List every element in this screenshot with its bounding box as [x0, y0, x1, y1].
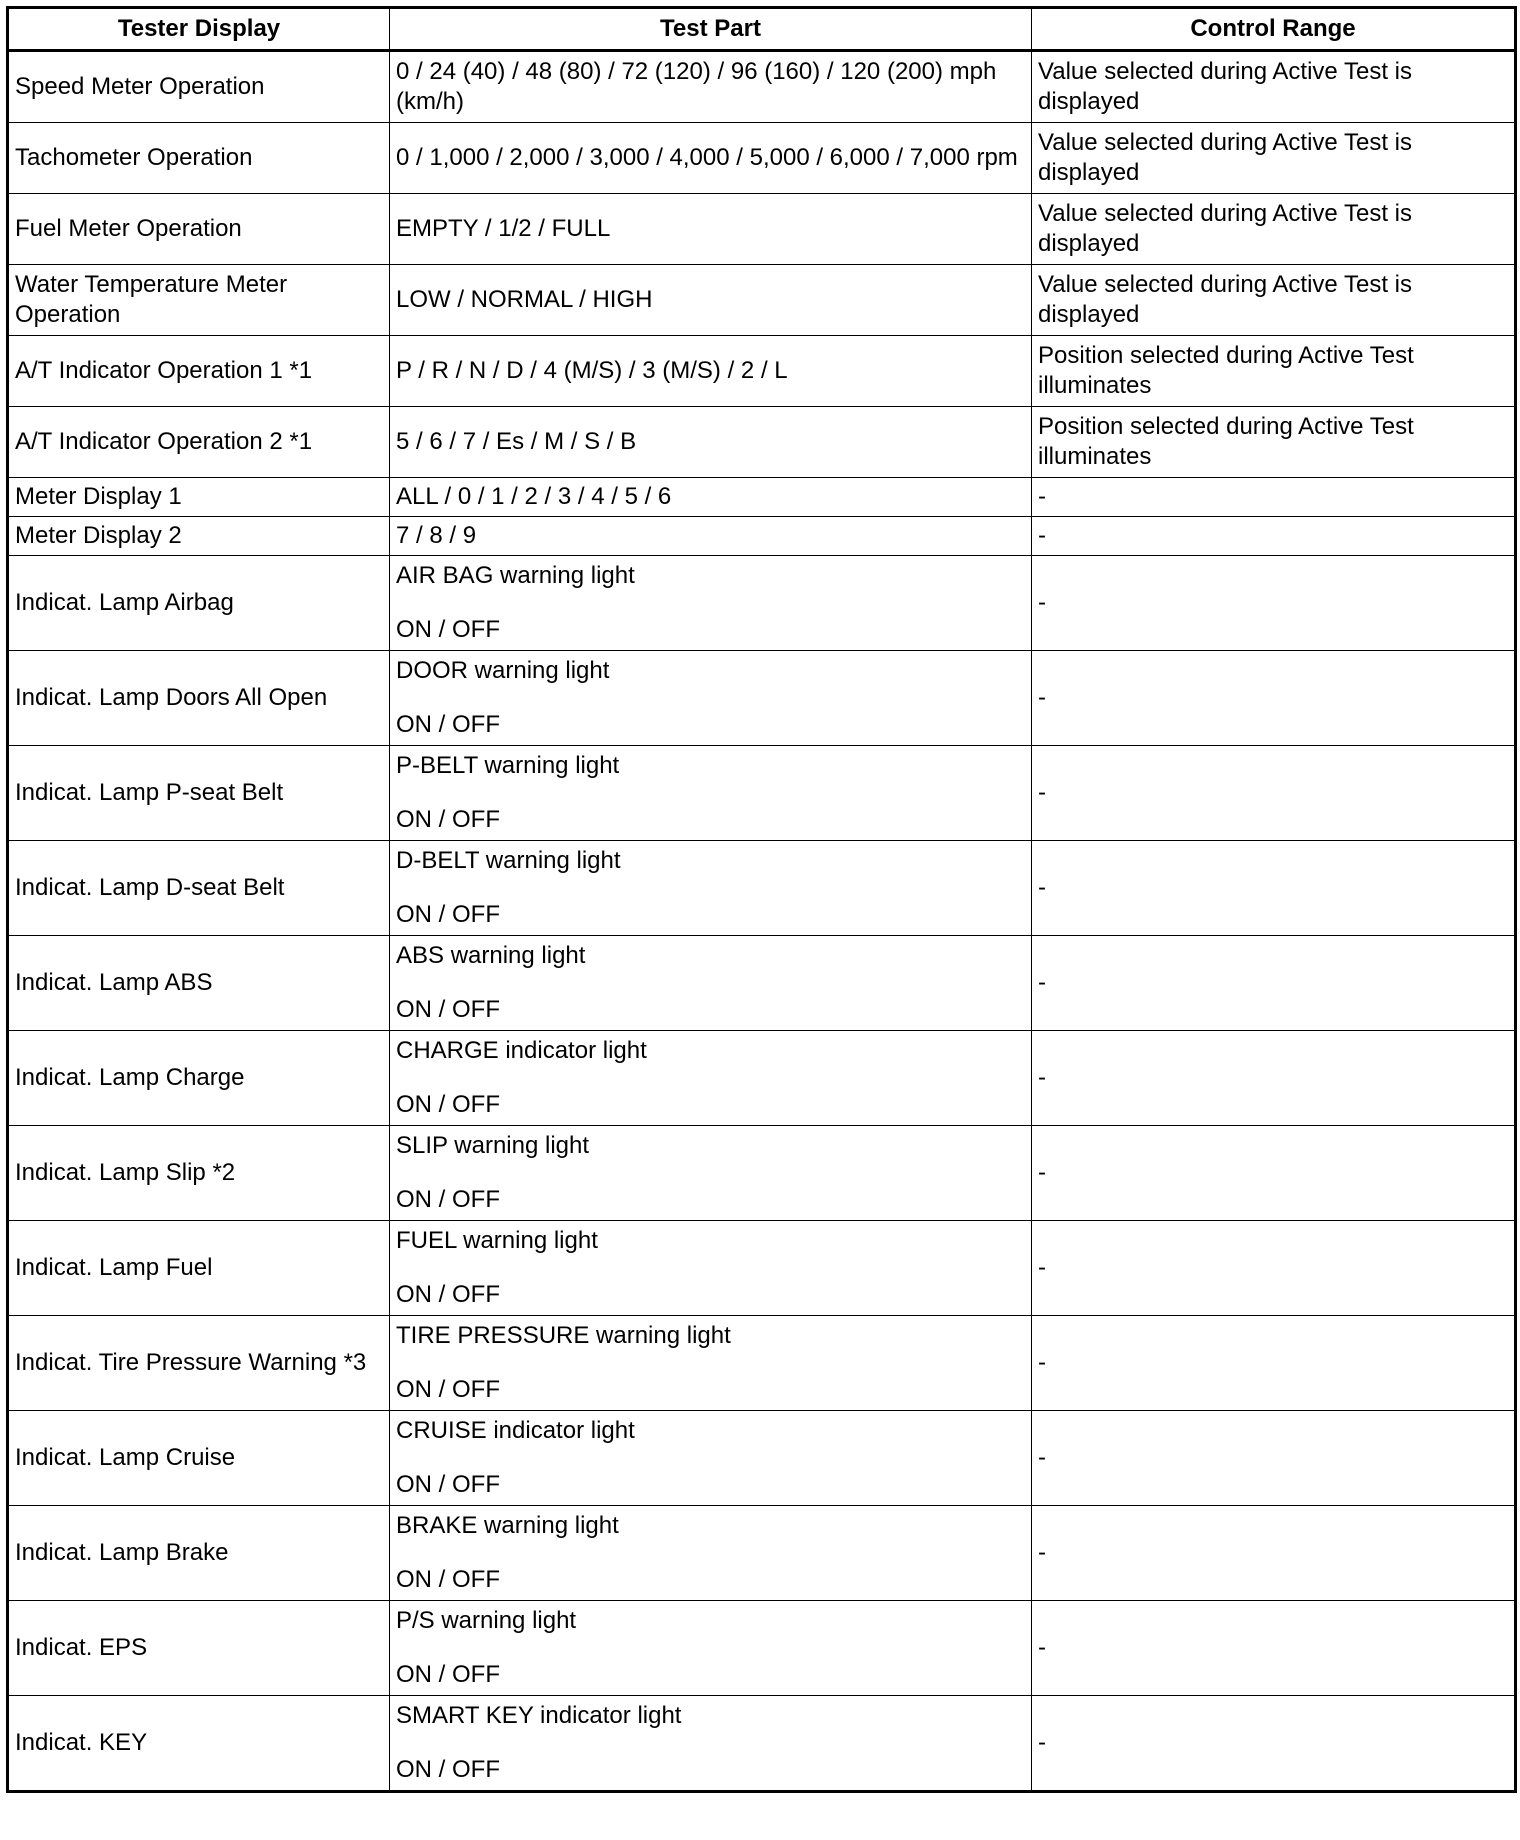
control-range-cell: -	[1032, 1506, 1516, 1601]
test-part-value: ON / OFF	[396, 1661, 500, 1688]
test-part-cell	[390, 746, 1032, 841]
tester-display-cell: Fuel Meter Operation	[8, 194, 390, 265]
table-row	[8, 1411, 1516, 1506]
table-header-row	[8, 8, 1516, 51]
tester-display-cell: Indicat. EPS	[8, 1601, 390, 1696]
table-row	[8, 1126, 1516, 1221]
tester-display-cell: Indicat. Lamp D-seat Belt	[8, 841, 390, 936]
test-part-title: P-BELT warning light	[396, 752, 620, 779]
test-part-title: DOOR warning light	[396, 657, 610, 684]
test-part-value: ON / OFF	[396, 1471, 500, 1498]
tester-display-cell: Speed Meter Operation	[8, 51, 390, 123]
test-part-title: FUEL warning light	[396, 1227, 598, 1254]
control-range-cell: Position selected during Active Test illuminates	[1032, 336, 1516, 407]
active-test-table-page	[6, 6, 1514, 1793]
test-part-title: ABS warning light	[396, 942, 586, 969]
tester-display-cell: Meter Display 2	[8, 517, 390, 556]
test-part-value: ON / OFF	[396, 806, 500, 833]
test-part-title: SMART KEY indicator light	[396, 1702, 682, 1729]
table-row	[8, 407, 1516, 478]
test-part-value: ON / OFF	[396, 1091, 500, 1118]
test-part-cell	[390, 1221, 1032, 1316]
tester-display-cell: Indicat. Lamp Doors All Open	[8, 651, 390, 746]
test-part-cell: 0 / 1,000 / 2,000 / 3,000 / 4,000 / 5,000 / 6,000 / 7,000 rpm	[390, 123, 1032, 194]
control-range-cell: -	[1032, 651, 1516, 746]
control-range-cell: -	[1032, 841, 1516, 936]
control-range-cell: -	[1032, 1031, 1516, 1126]
control-range-cell: -	[1032, 1316, 1516, 1411]
test-part-title: BRAKE warning light	[396, 1512, 619, 1539]
test-part-title: P/S warning light	[396, 1607, 577, 1634]
tester-display-cell: Indicat. Tire Pressure Warning *3	[8, 1316, 390, 1411]
test-part-value: ON / OFF	[396, 901, 500, 928]
tester-display-cell: Indicat. KEY	[8, 1696, 390, 1792]
test-part-title: AIR BAG warning light	[396, 562, 635, 589]
table-row	[8, 265, 1516, 336]
table-row	[8, 651, 1516, 746]
test-part-cell	[390, 1316, 1032, 1411]
table-row	[8, 517, 1516, 556]
tester-display-cell: Indicat. Lamp P-seat Belt	[8, 746, 390, 841]
table-row	[8, 336, 1516, 407]
table-row	[8, 123, 1516, 194]
test-part-cell: LOW / NORMAL / HIGH	[390, 265, 1032, 336]
test-part-value: ON / OFF	[396, 1566, 500, 1593]
table-row	[8, 936, 1516, 1031]
test-part-cell: EMPTY / 1/2 / FULL	[390, 194, 1032, 265]
test-part-value: ON / OFF	[396, 1281, 500, 1308]
table-row	[8, 841, 1516, 936]
test-part-title: SLIP warning light	[396, 1132, 590, 1159]
test-part-cell: 5 / 6 / 7 / Es / M / S / B	[390, 407, 1032, 478]
test-part-cell	[390, 1031, 1032, 1126]
tester-display-cell: Indicat. Lamp Fuel	[8, 1221, 390, 1316]
tester-display-cell: Indicat. Lamp ABS	[8, 936, 390, 1031]
test-part-cell	[390, 1506, 1032, 1601]
control-range-cell: -	[1032, 1411, 1516, 1506]
tester-display-cell: Indicat. Lamp Charge	[8, 1031, 390, 1126]
table-row	[8, 51, 1516, 123]
control-range-cell: Value selected during Active Test is displayed	[1032, 194, 1516, 265]
table-row	[8, 478, 1516, 517]
test-part-cell: 7 / 8 / 9	[390, 517, 1032, 556]
test-part-title: CHARGE indicator light	[396, 1037, 647, 1064]
table-row	[8, 1031, 1516, 1126]
tester-display-cell: Indicat. Lamp Slip *2	[8, 1126, 390, 1221]
test-part-cell	[390, 556, 1032, 651]
tester-display-cell: Indicat. Lamp Cruise	[8, 1411, 390, 1506]
table-row	[8, 1506, 1516, 1601]
test-part-title: CRUISE indicator light	[396, 1417, 635, 1444]
test-part-cell: ALL / 0 / 1 / 2 / 3 / 4 / 5 / 6	[390, 478, 1032, 517]
tester-display-cell: A/T Indicator Operation 2 *1	[8, 407, 390, 478]
test-part-value: ON / OFF	[396, 1376, 500, 1403]
control-range-cell: -	[1032, 556, 1516, 651]
test-part-cell	[390, 1696, 1032, 1792]
column-header-test-part: Test Part	[390, 8, 1032, 51]
tester-display-cell: Meter Display 1	[8, 478, 390, 517]
test-part-cell	[390, 841, 1032, 936]
table-row	[8, 1601, 1516, 1696]
control-range-cell: -	[1032, 746, 1516, 841]
table-row	[8, 556, 1516, 651]
test-part-title: TIRE PRESSURE warning light	[396, 1322, 731, 1349]
test-part-cell	[390, 1601, 1032, 1696]
control-range-cell: Value selected during Active Test is displayed	[1032, 123, 1516, 194]
table-row	[8, 1221, 1516, 1316]
control-range-cell: -	[1032, 478, 1516, 517]
table-row	[8, 746, 1516, 841]
tester-display-cell: Tachometer Operation	[8, 123, 390, 194]
control-range-cell: -	[1032, 936, 1516, 1031]
test-part-cell: 0 / 24 (40) / 48 (80) / 72 (120) / 96 (160) / 120 (200) mph (km/h)	[390, 51, 1032, 123]
control-range-cell: -	[1032, 1221, 1516, 1316]
tester-display-cell: Indicat. Lamp Airbag	[8, 556, 390, 651]
active-test-table	[6, 6, 1517, 1793]
control-range-cell: Position selected during Active Test illuminates	[1032, 407, 1516, 478]
control-range-cell: -	[1032, 517, 1516, 556]
column-header-tester-display: Tester Display	[8, 8, 390, 51]
tester-display-cell: Water Temperature Meter Operation	[8, 265, 390, 336]
tester-display-cell: A/T Indicator Operation 1 *1	[8, 336, 390, 407]
test-part-value: ON / OFF	[396, 616, 500, 643]
control-range-cell: -	[1032, 1601, 1516, 1696]
test-part-title: D-BELT warning light	[396, 847, 621, 874]
control-range-cell: Value selected during Active Test is displayed	[1032, 51, 1516, 123]
column-header-control-range: Control Range	[1032, 8, 1516, 51]
test-part-cell	[390, 936, 1032, 1031]
test-part-value: ON / OFF	[396, 1756, 500, 1783]
table-row	[8, 1316, 1516, 1411]
test-part-value: ON / OFF	[396, 711, 500, 738]
test-part-cell	[390, 1126, 1032, 1221]
control-range-cell: -	[1032, 1696, 1516, 1792]
control-range-cell: -	[1032, 1126, 1516, 1221]
table-row	[8, 1696, 1516, 1792]
test-part-cell: P / R / N / D / 4 (M/S) / 3 (M/S) / 2 / L	[390, 336, 1032, 407]
tester-display-cell: Indicat. Lamp Brake	[8, 1506, 390, 1601]
test-part-cell	[390, 1411, 1032, 1506]
test-part-value: ON / OFF	[396, 996, 500, 1023]
test-part-cell	[390, 651, 1032, 746]
control-range-cell: Value selected during Active Test is displayed	[1032, 265, 1516, 336]
table-row	[8, 194, 1516, 265]
test-part-value: ON / OFF	[396, 1186, 500, 1213]
